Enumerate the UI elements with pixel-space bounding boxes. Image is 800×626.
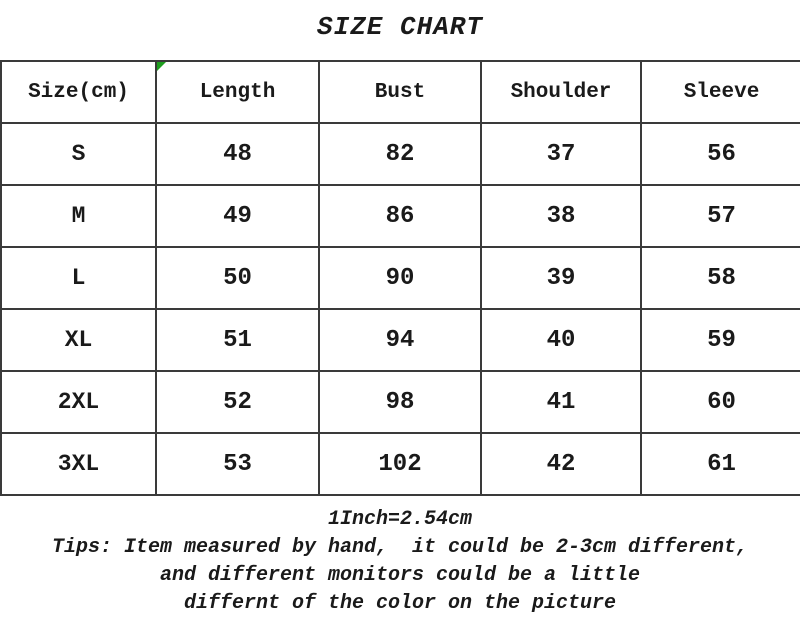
sleeve-cell: 57 <box>641 185 800 247</box>
footnotes <box>0 506 800 618</box>
shoulder-cell: 40 <box>481 309 641 371</box>
shoulder-cell: 38 <box>481 185 641 247</box>
shoulder-cell: 42 <box>481 433 641 495</box>
bust-cell: 86 <box>319 185 481 247</box>
bust-cell: 90 <box>319 247 481 309</box>
size-cell: XL <box>1 309 156 371</box>
length-cell: 49 <box>156 185 319 247</box>
length-cell: 52 <box>156 371 319 433</box>
table-row-xl <box>1 309 800 371</box>
bust-cell: 82 <box>319 123 481 185</box>
column-header-bust: Bust <box>319 61 481 123</box>
sleeve-cell: 56 <box>641 123 800 185</box>
column-header-length <box>156 61 319 123</box>
size-chart-table <box>0 60 800 496</box>
column-header-length-label: Length <box>199 80 276 104</box>
green-corner-triangle-icon <box>157 62 166 71</box>
table-row-m <box>1 185 800 247</box>
table-header-row <box>1 61 800 123</box>
size-cell: 2XL <box>1 371 156 433</box>
tips-line-3: differnt of the color on the picture <box>183 592 617 615</box>
column-header-size: Size(cm) <box>1 61 156 123</box>
size-cell: M <box>1 185 156 247</box>
size-cell: L <box>1 247 156 309</box>
sleeve-cell: 58 <box>641 247 800 309</box>
table-row-2xl <box>1 371 800 433</box>
shoulder-cell: 37 <box>481 123 641 185</box>
length-cell: 51 <box>156 309 319 371</box>
sleeve-cell: 61 <box>641 433 800 495</box>
length-cell: 48 <box>156 123 319 185</box>
tips-line-1: Tips: Item measured by hand, it could be 2-3cm different, <box>51 536 749 559</box>
bust-cell: 102 <box>319 433 481 495</box>
sleeve-cell: 59 <box>641 309 800 371</box>
shoulder-cell: 41 <box>481 371 641 433</box>
table-row-3xl <box>1 433 800 495</box>
size-cell: 3XL <box>1 433 156 495</box>
size-cell: S <box>1 123 156 185</box>
shoulder-cell: 39 <box>481 247 641 309</box>
inch-conversion-note: 1Inch=2.54cm <box>327 508 473 531</box>
tips-line-2: and different monitors could be a little <box>159 564 641 587</box>
bust-cell: 98 <box>319 371 481 433</box>
length-cell: 53 <box>156 433 319 495</box>
length-cell: 50 <box>156 247 319 309</box>
table-row-s <box>1 123 800 185</box>
table-row-l <box>1 247 800 309</box>
page-title: SIZE CHART <box>316 12 484 42</box>
bust-cell: 94 <box>319 309 481 371</box>
column-header-sleeve: Sleeve <box>641 61 800 123</box>
column-header-shoulder: Shoulder <box>481 61 641 123</box>
sleeve-cell: 60 <box>641 371 800 433</box>
